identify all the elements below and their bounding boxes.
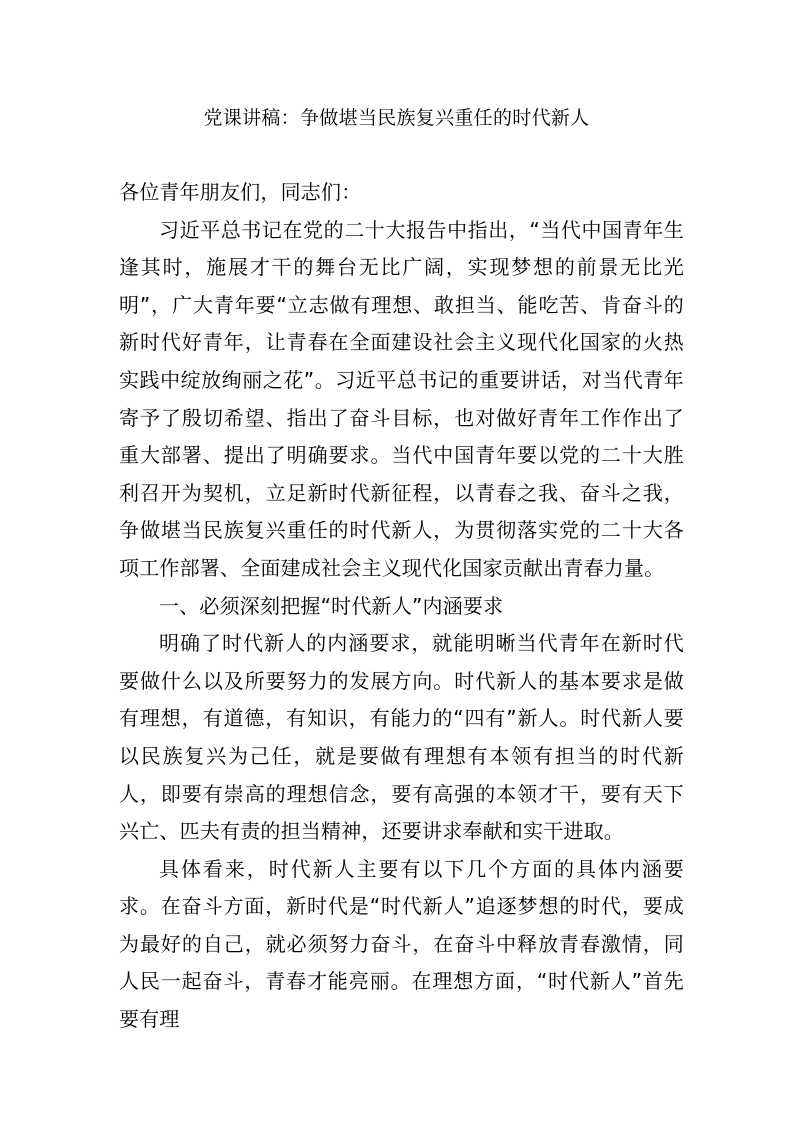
paragraph-specifics: 具体看来，时代新人主要有以下几个方面的具体内涵要求。在奋斗方面，新时代是“时代新人”追逐梦想的时代，要成为最好的自己，就必须努力奋斗，在奋斗中释放青春激情，同人民一起奋斗，青春才能亮丽。在理想方面，“时代新人”首先要有理: [119, 856, 684, 1032]
section-heading-1: 一、必须深刻把握“时代新人”内涵要求: [159, 593, 504, 618]
greeting: 各位青年朋友们，同志们：: [119, 180, 362, 204]
document-title: 党课讲稿：争做堪当民族复兴重任的时代新人: [203, 107, 590, 129]
paragraph-connotation: 明确了时代新人的内涵要求，就能明晰当代青年在新时代要做什么以及所要努力的发展方向。时代新人的基本要求是做有理想，有道德，有知识，有能力的“四有”新人。时代新人要以民族复兴为己任，就是要做有理想有本领有担当的时代新人，即要有崇高的理想信念，要有高强的本领才干，要有天下兴亡、匹夫有责的担当精神，还要讲求奉献和实干进取。: [119, 631, 684, 844]
document-body: [119, 174, 684, 1039]
paragraph-intro: 习近平总书记在党的二十大报告中指出，“当代中国青年生逢其时，施展才干的舞台无比广阔，实现梦想的前景无比光明”，广大青年要“立志做有理想、敢担当、能吃苦、肯奋斗的新时代好青年，让青春在全面建设社会主义现代化国家的火热实践中绽放绚丽之花”。习近平总书记的重要讲话，对当代青年寄予了殷切希望、指出了奋斗目标，也对做好青年工作作出了重大部署、提出了明确要求。当代中国青年要以党的二十大胜利召开为契机，立足新时代新征程，以青春之我、奋斗之我，争做堪当民族复兴重任的时代新人，为贯彻落实党的二十大各项工作部署、全面建成社会主义现代化国家贡献出青春力量。: [119, 217, 684, 580]
